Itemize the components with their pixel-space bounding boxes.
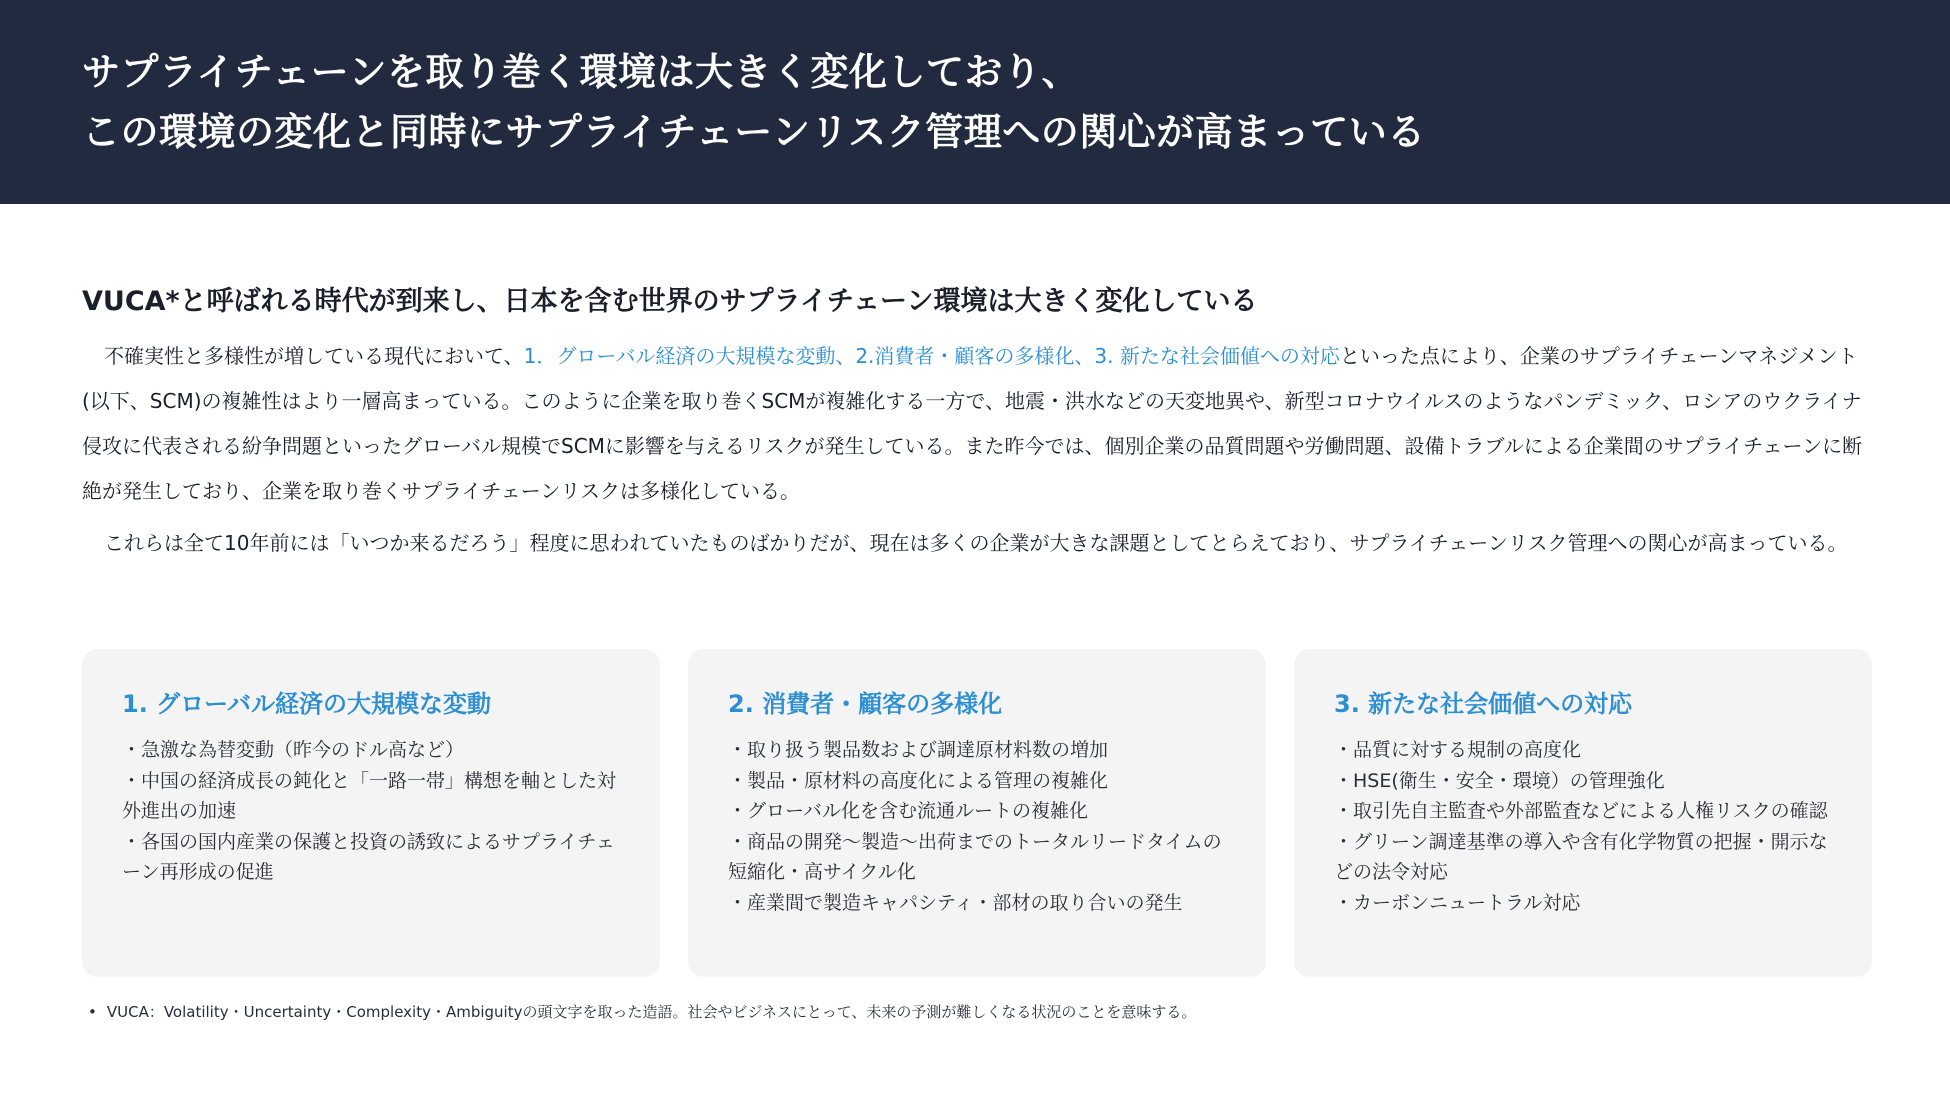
footnote-text: VUCA：Volatility・Uncertainty・Complexity・Ambiguityの頭文字を取った造語。社会やビジネスにとって、未来の予測が難しくなる状況のことを意味する。 bbox=[106, 1003, 1197, 1021]
card-social-value bbox=[1294, 649, 1872, 977]
list-item: ・カーボンニュートラル対応 bbox=[1334, 891, 1581, 914]
list-item: ・各国の国内産業の保護と投資の誘致によるサプライチェーン再形成の促進 bbox=[122, 830, 615, 883]
para1-intro: 不確実性と多様性が増している現代において、 bbox=[104, 344, 524, 368]
card-row bbox=[82, 649, 1872, 977]
card-consumer-diversity bbox=[688, 649, 1266, 977]
list-item: ・グリーン調達基準の導入や含有化学物質の把握・開示などの法令対応 bbox=[1334, 830, 1828, 883]
body-paragraph-2: これらは全て10年前には「いつか来るだろう」程度に思われていたものばかりだが、現在は多くの企業が大きな課題としてとらえており、サプライチェーンリスク管理への関心が高まっている。 bbox=[104, 531, 1848, 555]
card-title: 3. 新たな社会価値への対応 bbox=[1334, 690, 1633, 718]
header-banner bbox=[0, 0, 1950, 204]
card-title: 1. グローバル経済の大規模な変動 bbox=[122, 690, 491, 718]
list-item: ・急激な為替変動（昨今のドル高など） bbox=[122, 739, 465, 761]
para1-rest: といった点により、企業のサプライチェーンマネジメント(以下、SCM)の複雑性はより一層高まっている。このように企業を取り巻くSCMが複雑化する一方で、地震・洪水などの天変地異や、新型コロナウイルスのようなパンデミック、ロシアのウクライナ侵攻に代表される紛争問題といったグローバル規模でSCMに影響を与えるリスクが発生している。また昨今では、個別企業の品質問題や労働問題、設備トラブルによる企業間のサプライチェーンに断絶が発生しており、企業を取り巻くサプライチェーンリスクは多様化している。 bbox=[82, 344, 1863, 503]
list-item: ・取引先自主監査や外部監査などによる人権リスクの確認 bbox=[1334, 800, 1828, 822]
list-item: ・取り扱う製品数および調達原材料数の増加 bbox=[728, 739, 1109, 761]
card-global-economy bbox=[82, 649, 660, 977]
main-section bbox=[82, 278, 1872, 562]
footnote-bullet: • bbox=[88, 1003, 97, 1021]
card-title: 2. 消費者・顧客の多様化 bbox=[728, 690, 1003, 718]
list-item: ・グローバル化を含む流通ルートの複雑化 bbox=[728, 800, 1089, 822]
card-list bbox=[122, 735, 620, 888]
list-item: ・中国の経済成長の鈍化と「一路一帯」構想を軸とした対外進出の加速 bbox=[122, 769, 617, 822]
list-item: ・商品の開発～製造～出荷までのトータルリードタイムの短縮化・高サイクル化 bbox=[728, 830, 1222, 883]
para1-highlight: 1．グローバル経済の大規模な変動、2.消費者・顧客の多様化、3. 新たな社会価値への対応 bbox=[523, 344, 1340, 368]
page-title-line-2: この環境の変化と同時にサプライチェーンリスク管理への関心が高まっている bbox=[82, 110, 1426, 154]
list-item: ・産業間で製造キャパシティ・部材の取り合いの発生 bbox=[728, 891, 1183, 914]
footnote bbox=[88, 1000, 1868, 1024]
body-paragraph-1 bbox=[82, 334, 1872, 514]
list-item: ・製品・原材料の高度化による管理の複雑化 bbox=[728, 769, 1109, 792]
page-title-line-1: サプライチェーンを取り巻く環境は大きく変化しており、 bbox=[82, 50, 1080, 94]
section-title: VUCA*と呼ばれる時代が到来し、日本を含む世界のサプライチェーン環境は大きく変化している bbox=[82, 286, 1258, 317]
list-item: ・品質に対する規制の高度化 bbox=[1334, 739, 1582, 761]
list-item: ・HSE(衛生・安全・環境）の管理強化 bbox=[1334, 769, 1665, 792]
card-list bbox=[1334, 735, 1832, 918]
card-list bbox=[728, 735, 1226, 918]
